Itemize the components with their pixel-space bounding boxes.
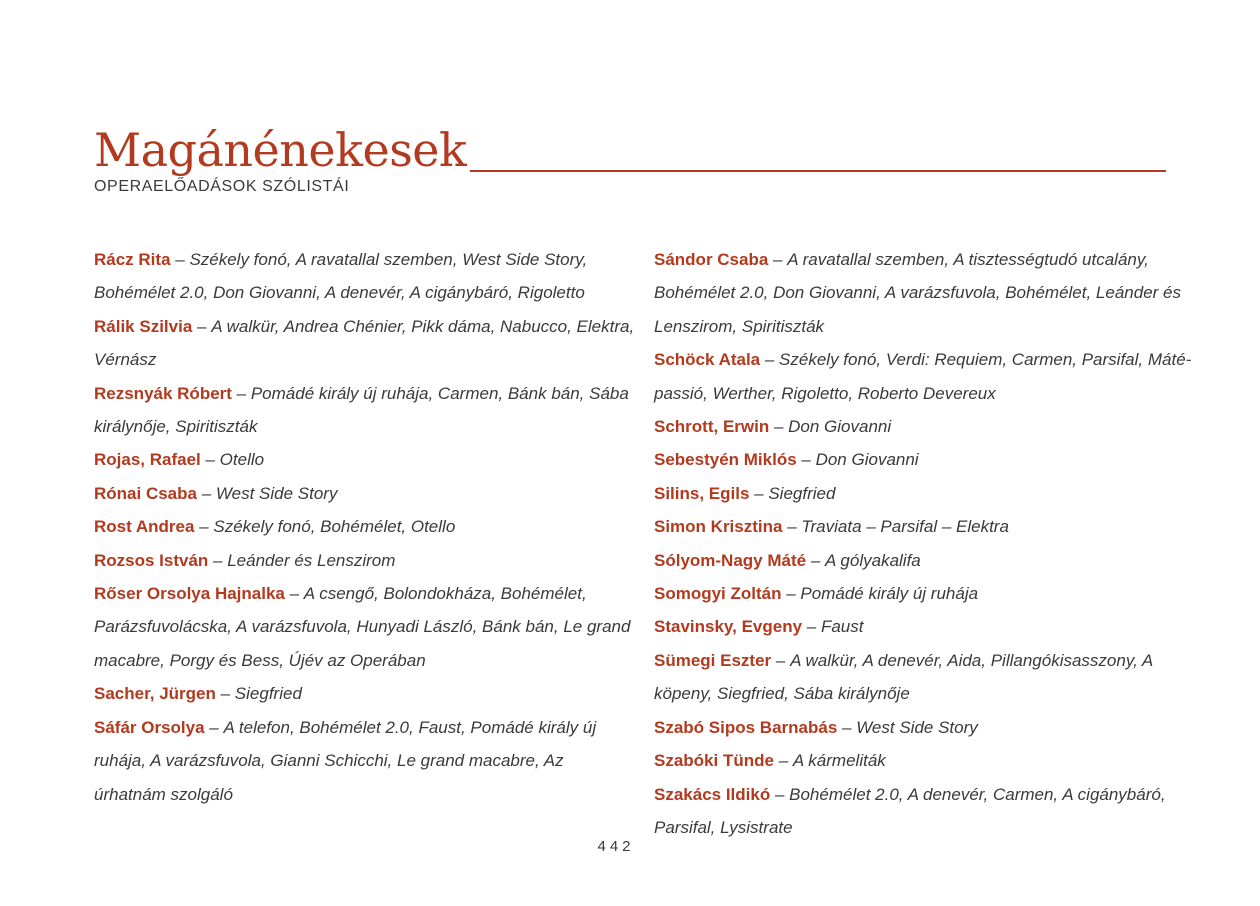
soloist-entry: Rezsnyák Róbert – Pomádé király új ruhája, Carmen, Bánk bán, Sába királynője, Spiritiszták (94, 383, 629, 437)
soloist-name: Sólyom-Nagy Máté (654, 550, 807, 570)
soloist-entry: Stavinsky, Evgeny – Faust (654, 617, 864, 637)
soloist-works: Don Giovanni (815, 450, 919, 470)
soloist-entry: Rálik Szilvia – A walkür, Andrea Chénier, Pikk dáma, Nabucco, Elektra, Vérnász (94, 316, 635, 370)
soloist-works: West Side Story (215, 483, 338, 503)
soloist-works: Faust (820, 617, 864, 637)
soloist-works: Traviata – Parsifal – Elektra (801, 517, 1009, 537)
soloist-works: Pomádé király új ruhája, Carmen, Bánk bán, Sába királynője, Spiritiszták (94, 383, 629, 437)
soloist-entry: Schöck Atala – Székely fonó, Verdi: Requiem, Carmen, Parsifal, Máté-passió, Werther, Rigoletto, Roberto Devereux (654, 350, 1192, 403)
soloist-name: Schöck Atala (654, 350, 761, 370)
soloist-name: Sáfár Orsolya (94, 717, 205, 737)
soloist-works: Pomádé király új ruhája (800, 584, 979, 604)
page-title: Magánénekesek (94, 123, 467, 177)
soloist-entry: Sacher, Jürgen – Siegfried (94, 684, 302, 704)
soloist-name: Rozsos István (94, 550, 209, 570)
page-subtitle: OPERAELŐADÁSOK SZÓLISTÁI (94, 178, 350, 195)
soloist-works: Székely fonó, A ravatallal szemben, West Side Story, Bohémélet 2.0, Don Giovanni, A denevér, A cigánybáró, Rigoletto (94, 250, 588, 303)
soloist-works: Don Giovanni (788, 417, 892, 437)
soloist-works: Otello (219, 450, 265, 470)
soloist-name: Szabó Sipos Barnabás (654, 717, 838, 737)
title-row (94, 122, 1166, 178)
page-header (94, 122, 1166, 196)
title-rule-divider (470, 170, 1166, 172)
soloist-works: Székely fonó, Bohémélet, Otello (213, 517, 456, 537)
soloist-works: Siegfried (234, 684, 302, 704)
soloist-works: A walkür, Andrea Chénier, Pikk dáma, Nabucco, Elektra, Vérnász (94, 316, 635, 370)
soloist-name: Rőser Orsolya Hajnalka (94, 584, 285, 604)
soloist-works: West Side Story (856, 717, 978, 737)
soloist-name: Schrott, Erwin (654, 417, 770, 437)
soloist-name: Rácz Rita (94, 250, 171, 269)
soloist-entry: Rojas, Rafael – Otello (94, 450, 265, 470)
soloist-entry: Simon Krisztina – Traviata – Parsifal – Elektra (654, 517, 1009, 537)
soloist-entry: Sólyom-Nagy Máté – A gólyakalifa (654, 550, 921, 570)
soloist-name: Szabóki Tünde (654, 751, 774, 771)
soloist-entry: Rácz Rita – Székely fonó, A ravatallal szemben, West Side Story, Bohémélet 2.0, Don Giovanni, A denevér, A cigánybáró, Rigoletto (94, 250, 588, 303)
soloist-name: Rojas, Rafael (94, 450, 201, 470)
soloist-entry: Szakács Ildikó – Bohémélet 2.0, A denevér, Carmen, A cigánybáró, Parsifal, Lysistrate (654, 784, 1166, 837)
soloist-name: Sümegi Eszter (654, 650, 772, 670)
soloist-works: A ravatallal szemben, A tisztességtudó utcalány, Bohémélet 2.0, Don Giovanni, A varázsfuvola, Bohémélet, Leánder és Lenszirom, Spiritiszták (654, 250, 1181, 336)
soloist-entry: Sándor Csaba – A ravatallal szemben, A tisztességtudó utcalány, Bohémélet 2.0, Don Giovanni, A varázsfuvola, Bohémélet, Leánder és Lenszirom, Spiritiszták (654, 250, 1181, 336)
page-number: 442 (597, 838, 635, 855)
soloist-works: Siegfried (768, 483, 836, 503)
soloist-entry: Rost Andrea – Székely fonó, Bohémélet, Otello (94, 517, 456, 537)
soloist-entry: Somogyi Zoltán – Pomádé király új ruhája (654, 584, 979, 604)
soloist-name: Rost Andrea (94, 517, 195, 537)
soloist-entry: Silins, Egils – Siegfried (654, 483, 836, 503)
soloist-works: Székely fonó, Verdi: Requiem, Carmen, Parsifal, Máté-passió, Werther, Rigoletto, Roberto Devereux (654, 350, 1192, 403)
soloist-name: Rónai Csaba (94, 483, 197, 503)
soloist-works: Bohémélet 2.0, A denevér, Carmen, A cigánybáró, Parsifal, Lysistrate (654, 784, 1166, 837)
soloist-name: Somogyi Zoltán (654, 584, 782, 604)
soloist-works: A kármeliták (792, 751, 886, 771)
soloist-name: Sacher, Jürgen (94, 684, 216, 704)
soloist-name: Sebestyén Miklós (654, 450, 797, 470)
soloist-entry: Szabó Sipos Barnabás – West Side Story (654, 717, 978, 737)
soloist-name: Szakács Ildikó (654, 784, 771, 804)
soloist-works: A telefon, Bohémélet 2.0, Faust, Pomádé király új ruhája, A varázsfuvola, Gianni Schicchi, Le grand macabre, Az úrhatnám szolgáló (94, 717, 597, 804)
soloist-name: Stavinsky, Evgeny (654, 617, 803, 637)
soloist-entry: Rőser Orsolya Hajnalka – A csengő, Bolondokháza, Bohémélet, Parázsfuvolácska, A varázsfuvola, Hunyadi László, Bánk bán, Le grand macabre, Porgy és Bess, Újév az Operában (94, 584, 631, 670)
soloist-name: Rezsnyák Róbert (94, 383, 232, 403)
soloist-name: Rálik Szilvia (94, 316, 193, 336)
soloist-name: Simon Krisztina (654, 517, 783, 537)
right-column (654, 243, 1214, 844)
soloist-entry: Sáfár Orsolya – A telefon, Bohémélet 2.0, Faust, Pomádé király új ruhája, A varázsfuvola, Gianni Schicchi, Le grand macabre, Az úrhatnám szolgáló (94, 717, 597, 804)
soloist-entry: Schrott, Erwin – Don Giovanni (654, 417, 892, 437)
soloist-entry: Sebestyén Miklós – Don Giovanni (654, 450, 919, 470)
soloist-entry: Rónai Csaba – West Side Story (94, 483, 338, 503)
soloist-works: A walkür, A denevér, Aida, Pillangókisasszony, A köpeny, Siegfried, Sába királynője (654, 650, 1153, 704)
soloist-works: Leánder és Lenszirom (227, 550, 396, 570)
soloist-name: Silins, Egils (654, 483, 750, 503)
soloist-works: A gólyakalifa (825, 550, 921, 570)
left-column (94, 243, 639, 811)
soloist-entry: Sümegi Eszter – A walkür, A denevér, Aida, Pillangókisasszony, A köpeny, Siegfried, Sába királynője (654, 650, 1153, 704)
soloist-name: Sándor Csaba (654, 250, 769, 269)
soloist-works: A csengő, Bolondokháza, Bohémélet, Parázsfuvolácska, A varázsfuvola, Hunyadi László, Bánk bán, Le grand macabre, Porgy és Bess, Újév az Operában (94, 584, 631, 670)
soloist-entry: Rozsos István – Leánder és Lenszirom (94, 550, 396, 570)
soloist-entry: Szabóki Tünde – A kármeliták (654, 751, 886, 771)
